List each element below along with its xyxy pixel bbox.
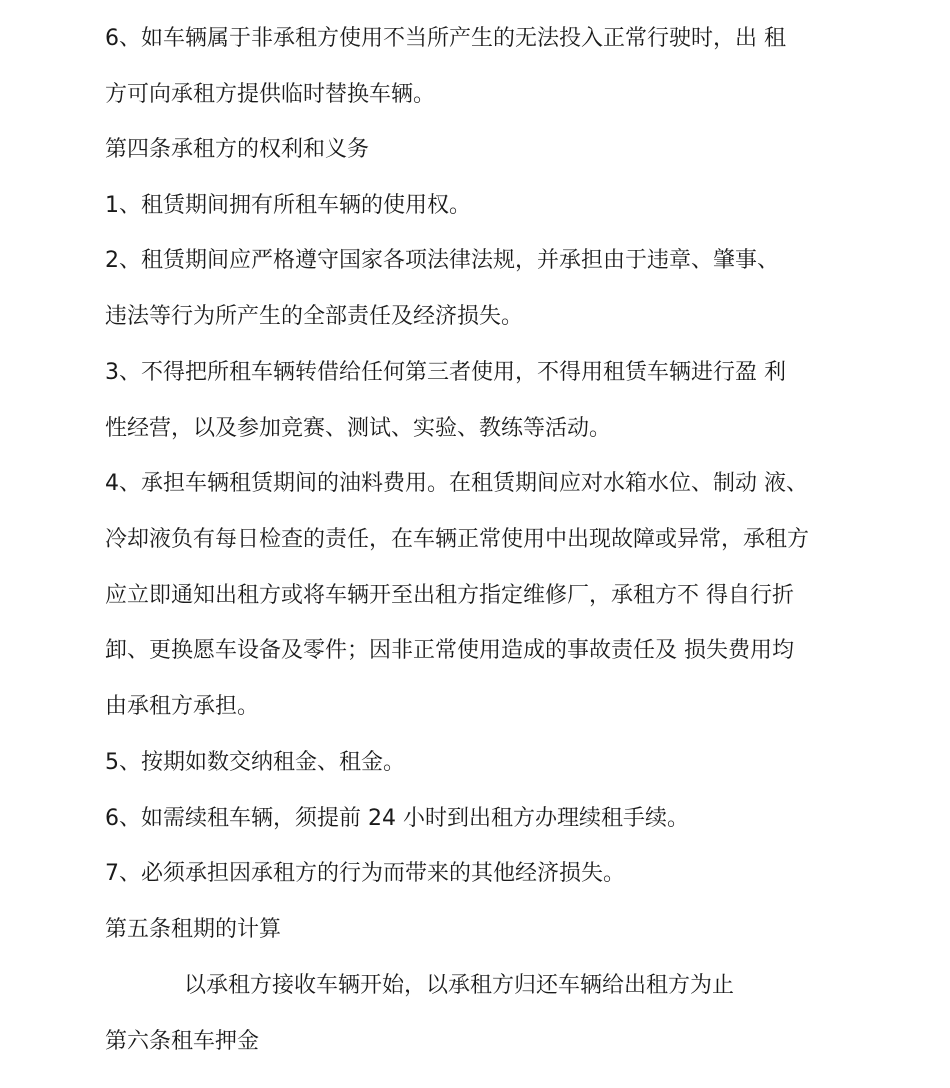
- clause-4-item-3-line-2: 性经营，以及参加竞赛、测试、实验、教练等活动。: [105, 416, 612, 441]
- clause-4-item-3-line-1: 3、不得把所租车辆转借给任何第三者使用，不得用租赁车辆进行盈 利: [105, 360, 786, 385]
- clause-6-heading: 第六条租车押金: [105, 1029, 260, 1054]
- clause-4-item-4-line-4: 卸、更换愿车设备及零件；因非正常使用造成的事故责任及 损失费用均: [105, 638, 794, 663]
- clause-4-item-1: 1、租赁期间拥有所租车辆的使用权。: [105, 193, 471, 218]
- clause-4-item-4-line-1: 4、承担车辆租赁期间的油料费用。在租赁期间应对水箱水位、制动 液、: [105, 471, 808, 496]
- clause-3-item-6-line-2: 方可向承租方提供临时替换车辆。: [105, 82, 436, 107]
- clause-4-item-4-line-3: 应立即通知出租方或将车辆开至出租方指定维修厂，承租方不 得自行折: [105, 583, 794, 608]
- clause-5-body: 以承租方接收车辆开始，以承租方归还车辆给出租方为止: [184, 973, 735, 998]
- clause-4-item-4-line-2: 冷却液负有每日检查的责任，在车辆正常使用中出现故障或异常，承租方: [105, 527, 810, 552]
- clause-4-item-4-line-5: 由承租方承担。: [105, 694, 260, 719]
- clause-4-heading: 第四条承租方的权利和义务: [105, 137, 370, 162]
- clause-4-item-2-line-1: 2、租赁期间应严格遵守国家各项法律法规，并承担由于违章、肇事、: [105, 248, 779, 273]
- clause-4-item-6: 6、如需续租车辆，须提前 24 小时到出租方办理续租手续。: [105, 806, 689, 831]
- clause-4-item-7: 7、必须承担因承租方的行为而带来的其他经济损失。: [105, 861, 625, 886]
- clause-4-item-5: 5、按期如数交纳租金、租金。: [105, 750, 405, 775]
- clause-5-heading: 第五条租期的计算: [105, 917, 282, 942]
- clause-4-item-2-line-2: 违法等行为所产生的全部责任及经济损失。: [105, 304, 524, 329]
- clause-3-item-6-line-1: 6、如车辆属于非承租方使用不当所产生的无法投入正常行驶时，出 租: [105, 26, 786, 51]
